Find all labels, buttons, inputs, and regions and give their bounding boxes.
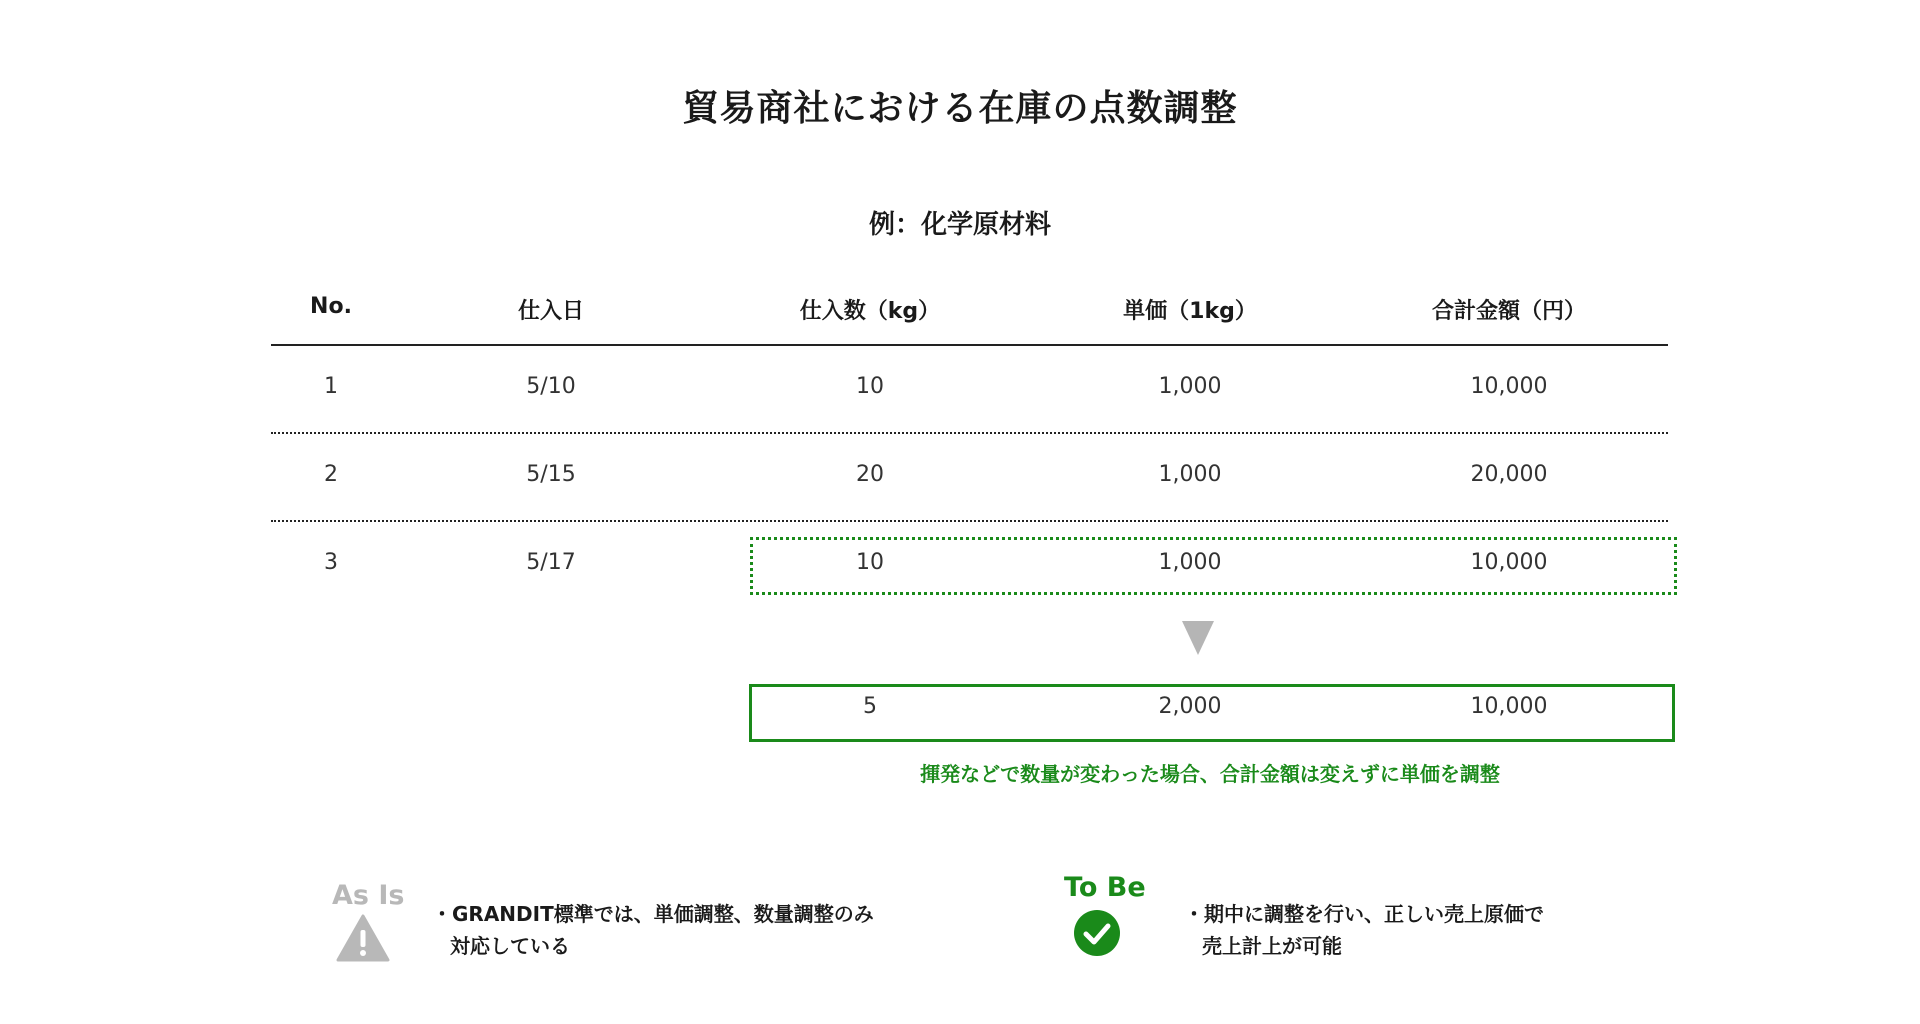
adjusted-unit-price: 2,000 [1158,694,1222,719]
header-purchase-date: 仕入日 [517,299,585,324]
as-is-line-2: 対応している [450,934,570,958]
row-divider-1 [271,432,1668,434]
check-circle-icon [1074,910,1120,956]
to-be-description [1184,898,1544,962]
adjusted-total: 10,000 [1470,694,1548,719]
example-subtitle: 例：化学原材料 [868,210,1051,240]
row-2-total: 20,000 [1470,462,1548,487]
row-2-unit-price: 1,000 [1158,462,1222,487]
header-divider [271,344,1668,346]
adjustment-note: 揮発などで数量が変わった場合、合計金額は変えずに単価を調整 [920,762,1500,786]
to-be-line-2: 売上計上が可能 [1202,934,1342,958]
header-no: No. [310,294,352,319]
row-2-no: 2 [324,462,338,487]
down-arrow-icon [1182,621,1214,655]
to-be-label: To Be [1064,872,1146,903]
page-title: 貿易商社における在庫の点数調整 [682,88,1238,129]
row-1-unit-price: 1,000 [1158,374,1222,399]
row-3-date: 5/17 [526,550,576,575]
row-2-date: 5/15 [526,462,576,487]
row-3-unit-price: 1,000 [1158,550,1222,575]
row-2-quantity: 20 [856,462,884,487]
row-1-date: 5/10 [526,374,576,399]
row-1-no: 1 [324,374,338,399]
row-3-quantity: 10 [856,550,884,575]
row-1-total: 10,000 [1470,374,1548,399]
header-quantity: 仕入数（kg） [799,299,941,324]
as-is-label: As Is [332,880,405,911]
row-3-total: 10,000 [1470,550,1548,575]
row-3-no: 3 [324,550,338,575]
row-divider-2 [271,520,1668,522]
as-is-description [432,898,874,962]
as-is-line-1: ・GRANDIT標準では、単価調整、数量調整のみ [432,902,874,926]
row-1-quantity: 10 [856,374,884,399]
header-unit-price: 単価（1kg） [1123,299,1257,324]
adjusted-quantity: 5 [863,694,877,719]
header-total-amount: 合計金額（円） [1431,299,1587,324]
to-be-line-1: ・期中に調整を行い、正しい売上原価で [1184,902,1544,926]
warning-triangle-icon [336,914,390,962]
